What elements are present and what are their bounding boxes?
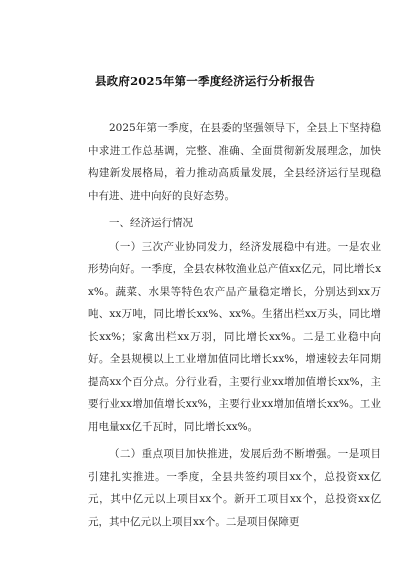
document-title: 县政府2025年第一季度经济运行分析报告 [94,74,315,88]
section-heading: 一、经济运行情况 [109,217,193,229]
intro-paragraph: 2025年第一季度，在县委的坚强领导下，全县上下坚持稳中求进工作总基调，完整、准确、全面贯彻新发展理念，加快构建新发展格局，着力推动高质量发展，全县经济运行呈现稳中有进、进中向好的良好态势。 [88,122,381,202]
subsection-paragraph: （二）重点项目加快推进，发展后劲不断增强。一是项目引建扎实推进。一季度，全县共签约项目xx个，总投资xx亿元，其中亿元以上项目xx个。新开工项目xx个，总投资xx亿元，其中亿元以上项目xx个。二是项目保障更 [88,448,381,528]
subsection-paragraph: （一）三次产业协同发力，经济发展稳中有进。一是农业形势向好。一季度，全县农林牧渔业总产值xx亿元，同比增长xx%。蔬菜、水果等特色农产品产量稳定增长，分别达到xx万吨、xx万吨，同比增长xx%、xx%。生猪出栏xx万头，同比增长xx%；家禽出栏xx万羽，同比增长xx%。二是工业稳中向好。全县规模以上工业增加值同比增长xx%，增速较去年同期提高xx个百分点。分行业看，主要行业xx增加值增长xx%，主要行业xx增加值增长xx%，主要行业xx增加值增长xx%。工业用电量xx亿千瓦时，同比增长xx%。 [88,240,381,433]
document-body [88,117,381,533]
